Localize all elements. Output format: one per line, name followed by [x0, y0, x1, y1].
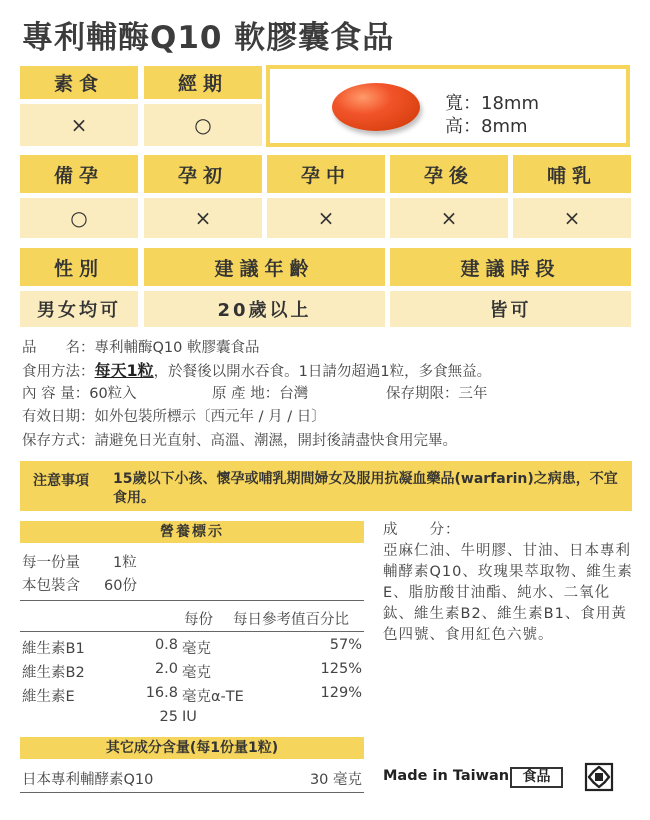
pregnancy-value-early: ×	[144, 198, 262, 238]
diet-value-period: ○	[144, 104, 262, 146]
info-method-rest: ，於餐後以開水吞食。1日請勿超過1粒，多食無益。	[153, 364, 492, 380]
nutrient-percent: 129%	[320, 685, 362, 701]
capsule-image	[332, 83, 420, 131]
nutrient-amount: 2.0	[154, 661, 178, 677]
col-per-serving: 每份	[184, 612, 213, 628]
info-content	[22, 382, 137, 403]
pregnancy-value-middle: ×	[267, 198, 385, 238]
serving-value: 1粒	[113, 555, 137, 571]
info-expiry-label: 有效日期：	[22, 409, 95, 425]
info-method-emphasis: 每天1粒	[94, 361, 154, 380]
usage-value-age: 20歲以上	[144, 291, 385, 327]
other-ingredients-title: 其它成分含量(每1份量1粒)	[20, 737, 364, 759]
nutrient-name: 維生素E	[22, 689, 75, 705]
nutrient-amount: 16.8	[145, 685, 178, 701]
notice-text: 15歲以下小孩、懷孕或哺乳期間婦女及服用抗凝血藥品(warfarin)之病患，不宜食用。	[113, 471, 618, 506]
info-content-value: 60粒入	[89, 386, 137, 402]
info-name-value: 專利輔酶Q10 軟膠囊食品	[94, 340, 260, 356]
info-method	[22, 358, 491, 381]
info-content-label: 內 容 量：	[22, 386, 90, 402]
pregnancy-value-late: ×	[390, 198, 508, 238]
notice-box	[20, 461, 632, 511]
ingredients	[383, 520, 639, 646]
info-storage-label: 保存方式：	[22, 433, 95, 449]
usage-value-time: 皆可	[390, 291, 631, 327]
info-expiry	[22, 405, 326, 426]
diet-header-period: 經期	[144, 66, 262, 99]
pregnancy-header-middle: 孕中	[267, 155, 385, 193]
info-shelf-label: 保存期限：	[386, 386, 459, 402]
nutrient-name: 維生素B1	[22, 641, 85, 657]
nutrition-title: 營養標示	[20, 521, 364, 543]
per-pack-value: 60份	[104, 578, 137, 594]
page-title: 專利輔酶Q10 軟膠囊食品	[22, 20, 395, 56]
usage-header-time: 建議時段	[390, 248, 631, 286]
ingredients-label: 成 分：	[383, 522, 461, 538]
info-shelf-value: 三年	[458, 386, 488, 402]
usage-header-gender: 性別	[20, 248, 138, 286]
serving-label: 每一份量	[22, 555, 80, 571]
diet-value-vegetarian: ×	[20, 104, 138, 146]
per-pack-label: 本包裝含	[22, 578, 80, 594]
food-badge: 食品	[510, 767, 563, 788]
nutrient-percent: 57%	[329, 637, 362, 653]
nutrient-amount: 0.8	[154, 637, 178, 653]
nutrient-amount: 25	[159, 709, 178, 725]
info-origin-value: 台灣	[279, 386, 309, 402]
recycle-icon	[584, 762, 614, 792]
pregnancy-header-prepare: 備孕	[20, 155, 138, 193]
capsule-size-box	[266, 65, 630, 147]
info-storage	[22, 429, 457, 450]
info-storage-value: 請避免日光直射、高溫、潮濕，開封後請盡快食用完畢。	[94, 433, 457, 449]
info-origin-label: 原 產 地：	[212, 386, 280, 402]
nutrient-name: 維生素B2	[22, 665, 85, 681]
notice-label: 注意事項	[33, 473, 89, 489]
nutrition-divider-top	[20, 600, 364, 601]
nutrient-unit: 毫克α-TE	[182, 689, 244, 705]
other-ingredient-value: 30 毫克	[309, 772, 362, 788]
nutrient-percent: 125%	[320, 661, 362, 677]
ingredients-text: 亞麻仁油、牛明膠、甘油、日本專利輔酵素Q10、玫瑰果萃取物、維生素E、脂肪酸甘油酯、純水、二氧化鈦、維生素B2、維生素B1、食用黃色四號、食用紅色六號。	[383, 543, 633, 643]
capsule-height: 高：8mm	[445, 116, 528, 137]
other-ingredient-name: 日本專利輔酵素Q10	[22, 772, 154, 788]
pregnancy-header-late: 孕後	[390, 155, 508, 193]
info-name-label: 品 名：	[22, 340, 95, 356]
col-daily-value: 每日參考值百分比	[233, 612, 349, 628]
pregnancy-value-prepare: ○	[20, 198, 138, 238]
nutrient-unit: 毫克	[182, 641, 211, 657]
capsule-width: 寬：18mm	[445, 93, 539, 114]
pregnancy-header-early: 孕初	[144, 155, 262, 193]
nutrient-unit: 毫克	[182, 665, 211, 681]
info-name	[22, 336, 259, 357]
info-method-label: 食用方法：	[22, 364, 95, 380]
info-expiry-value: 如外包裝所標示〔西元年 / 月 / 日〕	[94, 409, 326, 425]
pregnancy-value-nursing: ×	[513, 198, 631, 238]
made-in-taiwan: Made in Taiwan	[383, 768, 510, 784]
usage-value-gender: 男女均可	[20, 291, 138, 327]
nutrition-divider-bottom	[20, 792, 364, 793]
nutrition-divider-mid	[20, 631, 364, 632]
info-origin	[212, 382, 308, 403]
usage-header-age: 建議年齡	[144, 248, 385, 286]
pregnancy-header-nursing: 哺乳	[513, 155, 631, 193]
diet-header-vegetarian: 素食	[20, 66, 138, 99]
nutrient-unit: IU	[182, 709, 197, 725]
info-shelf-life	[386, 382, 488, 403]
